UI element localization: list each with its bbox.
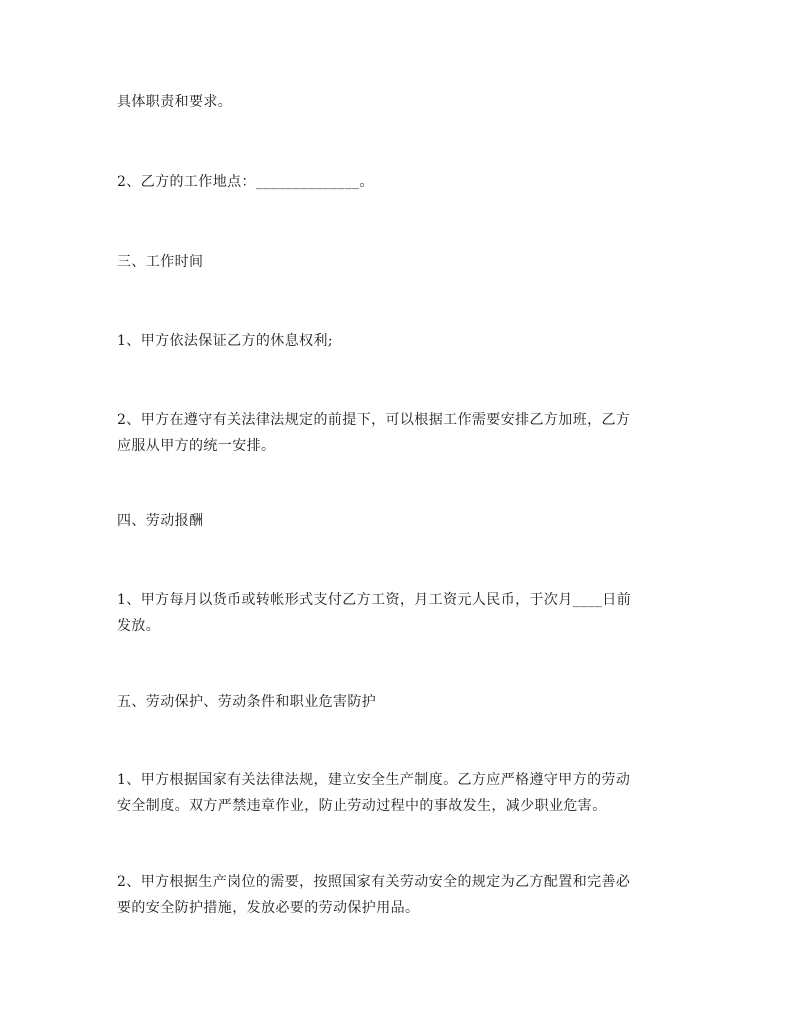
paragraph-line: 2、甲方根据生产岗位的需要，按照国家有关劳动安全的规定为乙方配置和完善必: [117, 874, 631, 890]
paragraph-line: 发放。: [117, 618, 161, 634]
section-heading: 五、劳动保护、劳动条件和职业危害防护: [117, 694, 377, 710]
paragraph-line: 1、甲方每月以货币或转帐形式支付乙方工资，月工资元人民币，于次月____日前: [117, 592, 632, 608]
paragraph-line: 应服从甲方的统一安排。: [117, 438, 276, 454]
paragraph-line: 2、甲方在遵守有关法律法规定的前提下，可以根据工作需要安排乙方加班，乙方: [117, 412, 631, 428]
paragraph-line: 2、乙方的工作地点：______________。: [117, 174, 374, 190]
section-heading: 四、劳动报酬: [117, 513, 204, 529]
paragraph-line: 1、甲方依法保证乙方的休息权利;: [117, 333, 334, 349]
paragraph-line: 要的安全防护措施，发放必要的劳动保护用品。: [117, 900, 420, 916]
section-heading: 三、工作时间: [117, 254, 204, 270]
paragraph-line: 安全制度。双方严禁违章作业，防止劳动过程中的事故发生，减少职业危害。: [117, 798, 607, 814]
paragraph-line: 1、甲方根据国家有关法律法规，建立安全生产制度。乙方应严格遵守甲方的劳动: [117, 772, 631, 788]
paragraph-line: 具体职责和要求。: [117, 94, 233, 110]
